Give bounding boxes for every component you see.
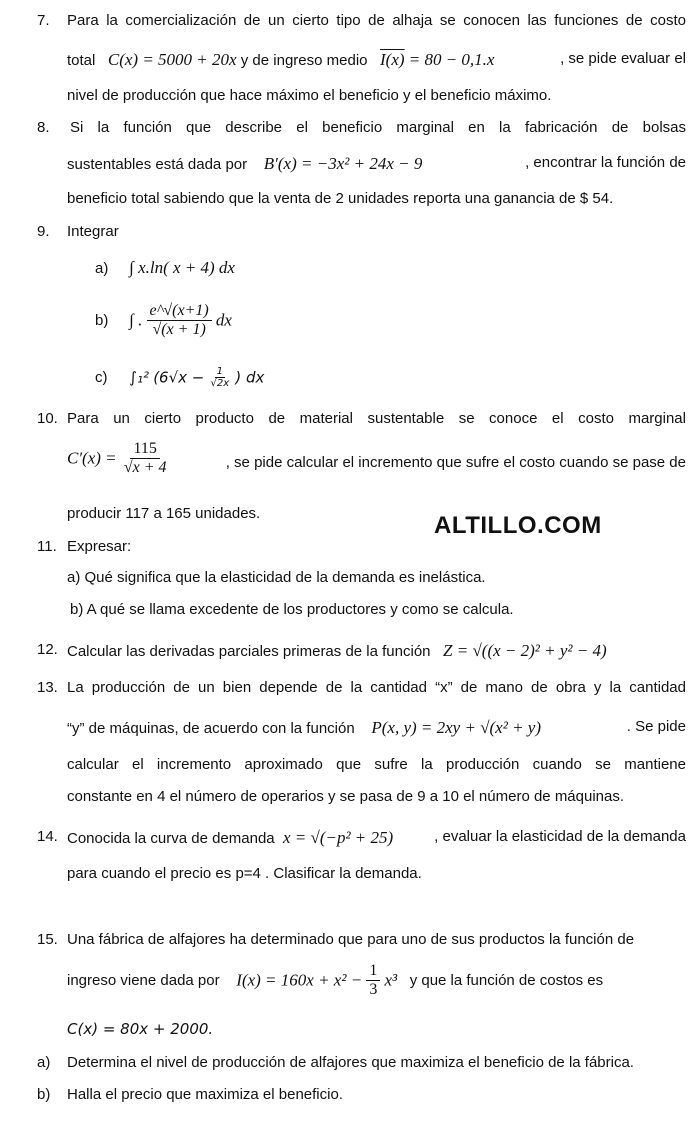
problem-13-number: 13. [37,679,58,696]
demand-curve-formula: x = √(−p² + 25) [282,828,394,847]
watermark-logo: ALTILLO.COM [434,512,602,539]
integral-c: c) ∫₁² (6√x − $\frac{1}{√2x}$ ) dx [95,366,265,389]
problem-13-line-3: calcular el incremento aproximado que sufre la producción cuando se mantiene [67,756,686,773]
problem-10-line-3: producir 117 a 165 unidades. [67,505,261,522]
marginal-cost-fraction: $\frac{115}{√x + 4}$ [123,440,167,476]
average-revenue-symbol: I(x) [380,50,405,69]
cost-function-15-formula: C(x) = 80x + 2000. [67,1020,214,1038]
problem-7-number: 7. [37,12,50,29]
problem-14-line-2: para cuando el precio es p=4 . Clasificar la demanda. [67,865,422,882]
integral-a-formula: ∫ x.ln( x + 4) dx [129,258,235,277]
production-function-formula: P(x, y) = 2xy + √(x² + y) [371,718,542,737]
problem-15-item-b-label: b) [37,1086,51,1103]
problem-15-line-3 [67,1020,686,1038]
problem-9-line-1: Integrar [67,223,119,240]
integral-b: b) ∫ . $\frac{e\^{}√(x+1)}{√(x + 1)}$ dx [95,302,232,338]
integral-c-fraction: $\frac{1}{√2x}$ [210,366,230,389]
problem-13-line-4: constante en 4 el número de operarios y se pasa de 9 a 10 el número de máquinas. [67,788,625,805]
problem-7-line-2: total C(x) = 5000 + 20x y de ingreso medio I(x) = 80 − 0,1.x , se pide evaluar el [67,50,686,69]
problem-15-line-2: ingreso viene dada por I(x) = 160x + x² − $\frac{1}{3}$ x³ y que la función de costos es [67,962,604,998]
problem-10-line-1: Para un cierto producto de material sustentable se conoce el costo marginal [67,410,686,427]
problem-14-line-1: Conocida la curva de demanda x = √(−p² + 25) , evaluar la elasticidad de la demanda [67,828,686,847]
cost-function-formula: C(x) = 5000 + 20x [107,50,237,69]
revenue-fraction: $\frac{1}{3}$ [366,962,380,999]
problem-15-item-a: Determina el nivel de producción de alfajores que maximiza el beneficio de la fábrica. [67,1054,634,1071]
problem-11-number: 11. [37,538,57,555]
problem-13-line-2: “y” de máquinas, de acuerdo con la función P(x, y) = 2xy + √(x² + y) . Se pide [67,718,686,737]
problem-12-number: 12. [37,641,58,658]
problem-11-item-a: a) Qué significa que la elasticidad de la demanda es inelástica. [67,569,486,586]
problem-11-item-b: b) A qué se llama excedente de los productores y como se calcula. [70,601,514,618]
problem-14-number: 14. [37,828,58,845]
problem-7-line-1: Para la comercialización de un cierto tipo de alhaja se conocen las funciones de costo [67,12,686,29]
problem-10-line-2: C′(x) = $\frac{115}{√x + 4}$ , se pide calcular el incremento que sufre el costo cuando se pase de [67,440,686,476]
problem-8-number: 8. [37,119,50,136]
problem-15-item-b: Halla el precio que maximiza el beneficio. [67,1086,343,1103]
problem-15-line-1: Una fábrica de alfajores ha determinado que para uno de sus productos la función de [67,931,635,948]
problem-8-line-1: Si la función que describe el beneficio marginal en la fabricación de bolsas [70,119,686,136]
integral-b-fraction: $\frac{e\^{}√(x+1)}{√(x + 1)}$ [147,302,212,339]
integral-a: a) ∫ x.ln( x + 4) dx [95,258,235,277]
z-function-formula: Z = √((x − 2)² + y² − 4) [443,641,607,660]
problem-11-line-1: Expresar: [67,538,132,555]
problem-7-line-3: nivel de producción que hace máximo el beneficio y el beneficio máximo. [67,87,552,104]
problem-15-number: 15. [37,931,58,948]
average-revenue-formula: = 80 − 0,1.x [408,50,495,69]
problem-8-line-2: sustentables está dada por B′(x) = −3x² + 24x − 9 , encontrar la función de [67,154,686,173]
problem-12-line-1: Calcular las derivadas parciales primeras de la función Z = √((x − 2)² + y² − 4) [67,641,607,660]
problem-10-number: 10. [37,410,58,427]
marginal-profit-formula: B′(x) = −3x² + 24x − 9 [263,154,423,173]
problem-8-line-3: beneficio total sabiendo que la venta de 2 unidades reporta una ganancia de $ 54. [67,190,614,207]
problem-13-line-1: La producción de un bien depende de la cantidad “x” de mano de obra y la cantidad [67,679,686,696]
problem-15-item-a-label: a) [37,1054,51,1071]
problem-9-number: 9. [37,223,50,240]
